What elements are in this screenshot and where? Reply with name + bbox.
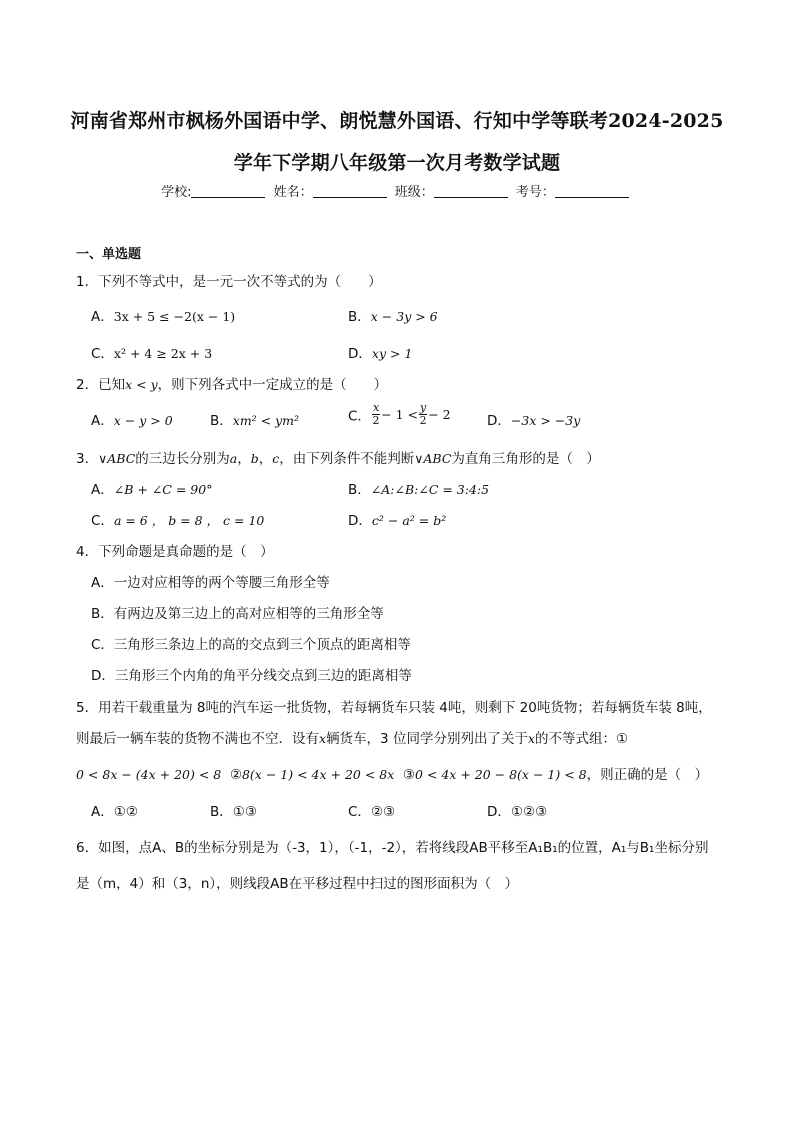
q4-option-b[interactable]: B．有两边及第三边上的高对应相等的三角形全等 [91,606,384,622]
q5-option-b[interactable]: B．①③ [210,804,257,820]
name-label: 姓名： [273,185,313,200]
name-blank[interactable] [313,185,387,198]
q2-option-c[interactable]: C． $\frac{x}{2}$ − 1 < $\frac{y}{2}$ − 2 [348,401,451,427]
q3-option-a[interactable]: A．∠B + ∠C = 90° [91,482,213,498]
question-6-line-2: 是（m，4）和（3，n），则线段AB在平移过程中扫过的图形面积为（ ） [76,876,519,892]
number-blank[interactable] [555,185,629,198]
q4-option-c[interactable]: C．三角形三条边上的高的交点到三个顶点的距离相等 [91,637,411,653]
q2-option-b[interactable]: B．xm² < ym² [210,413,300,429]
question-1-stem: 1．下列不等式中，是一元一次不等式的为（ ） [76,274,382,290]
class-label: 班级： [394,185,434,200]
section-heading: 一、单选题 [76,247,142,262]
question-5-line-2: 则最后一辆车装的货物不满也不空．设有x辆货车，3 位同学分别列出了关于x的不等式组：① [76,731,629,747]
q2-option-a[interactable]: A．x − y > 0 [91,413,173,429]
school-label: 学校: [161,185,192,200]
school-blank[interactable] [191,185,265,198]
question-3-stem: 3．∨ABC的三边长分别为a，b，c，由下列条件不能判断∨ABC为直角三角形的是（ ） [76,451,600,467]
q5-option-c[interactable]: C．②③ [348,804,396,820]
q4-option-a[interactable]: A．一边对应相等的两个等腰三角形全等 [91,575,330,591]
q1-option-b[interactable]: B．x − 3y > 6 [348,309,438,325]
question-2-stem: 2．已知x < y，则下列各式中一定成立的是（ ） [76,377,388,393]
q4-option-d[interactable]: D．三角形三个内角的角平分线交点到三边的距离相等 [91,668,412,684]
q2-option-d[interactable]: D．−3x > −3y [487,413,581,429]
exam-title-line-1: 河南省郑州市枫杨外国语中学、朗悦慧外国语、行知中学等联考2024-2025 [70,110,724,132]
q1-option-c[interactable]: C．x² + 4 ≥ 2x + 3 [91,346,213,362]
fraction-y-over-2: $\frac{y}{2}$ [419,401,427,427]
question-4-stem: 4．下列命题是真命题的是（ ） [76,544,274,560]
question-5-line-3: 0 < 8x − (4x + 20) < 8 ②8(x − 1) < 4x + 20 < 8x ③0 < 4x + 20 − 8(x − 1) < 8，则正确的是（ ） [76,767,709,783]
q1-option-a[interactable]: A．3x + 5 ≤ −2(x − 1) [91,309,236,325]
q5-option-a[interactable]: A．①② [91,804,138,820]
student-info-row [0,181,794,200]
q3-option-d[interactable]: D．c² − a² = b² [348,513,447,529]
fraction-x-over-2: $\frac{x}{2}$ [372,401,380,427]
q5-option-d[interactable]: D．①②③ [487,804,548,820]
q3-option-b[interactable]: B．∠A:∠B:∠C = 3:4:5 [348,482,490,498]
exam-title-line-2: 学年下学期八年级第一次月考数学试题 [233,152,561,174]
class-blank[interactable] [434,185,508,198]
question-6-line-1: 6．如图，点A、B的坐标分别是为（-3，1），（-1，-2），若将线段AB平移至A₁B₁的位置，A₁与B₁坐标分别 [76,840,709,856]
question-5-line-1: 5．用若干载重量为 8吨的汽车运一批货物，若每辆货车只装 4吨，则剩下 20吨货物；若每辆货车装 8吨， [76,700,712,716]
q1-option-d[interactable]: D．xy > 1 [348,346,413,362]
q3-option-c[interactable]: C．a = 6 ， b = 8 ， c = 10 [91,513,265,529]
number-label: 考号： [515,185,555,200]
